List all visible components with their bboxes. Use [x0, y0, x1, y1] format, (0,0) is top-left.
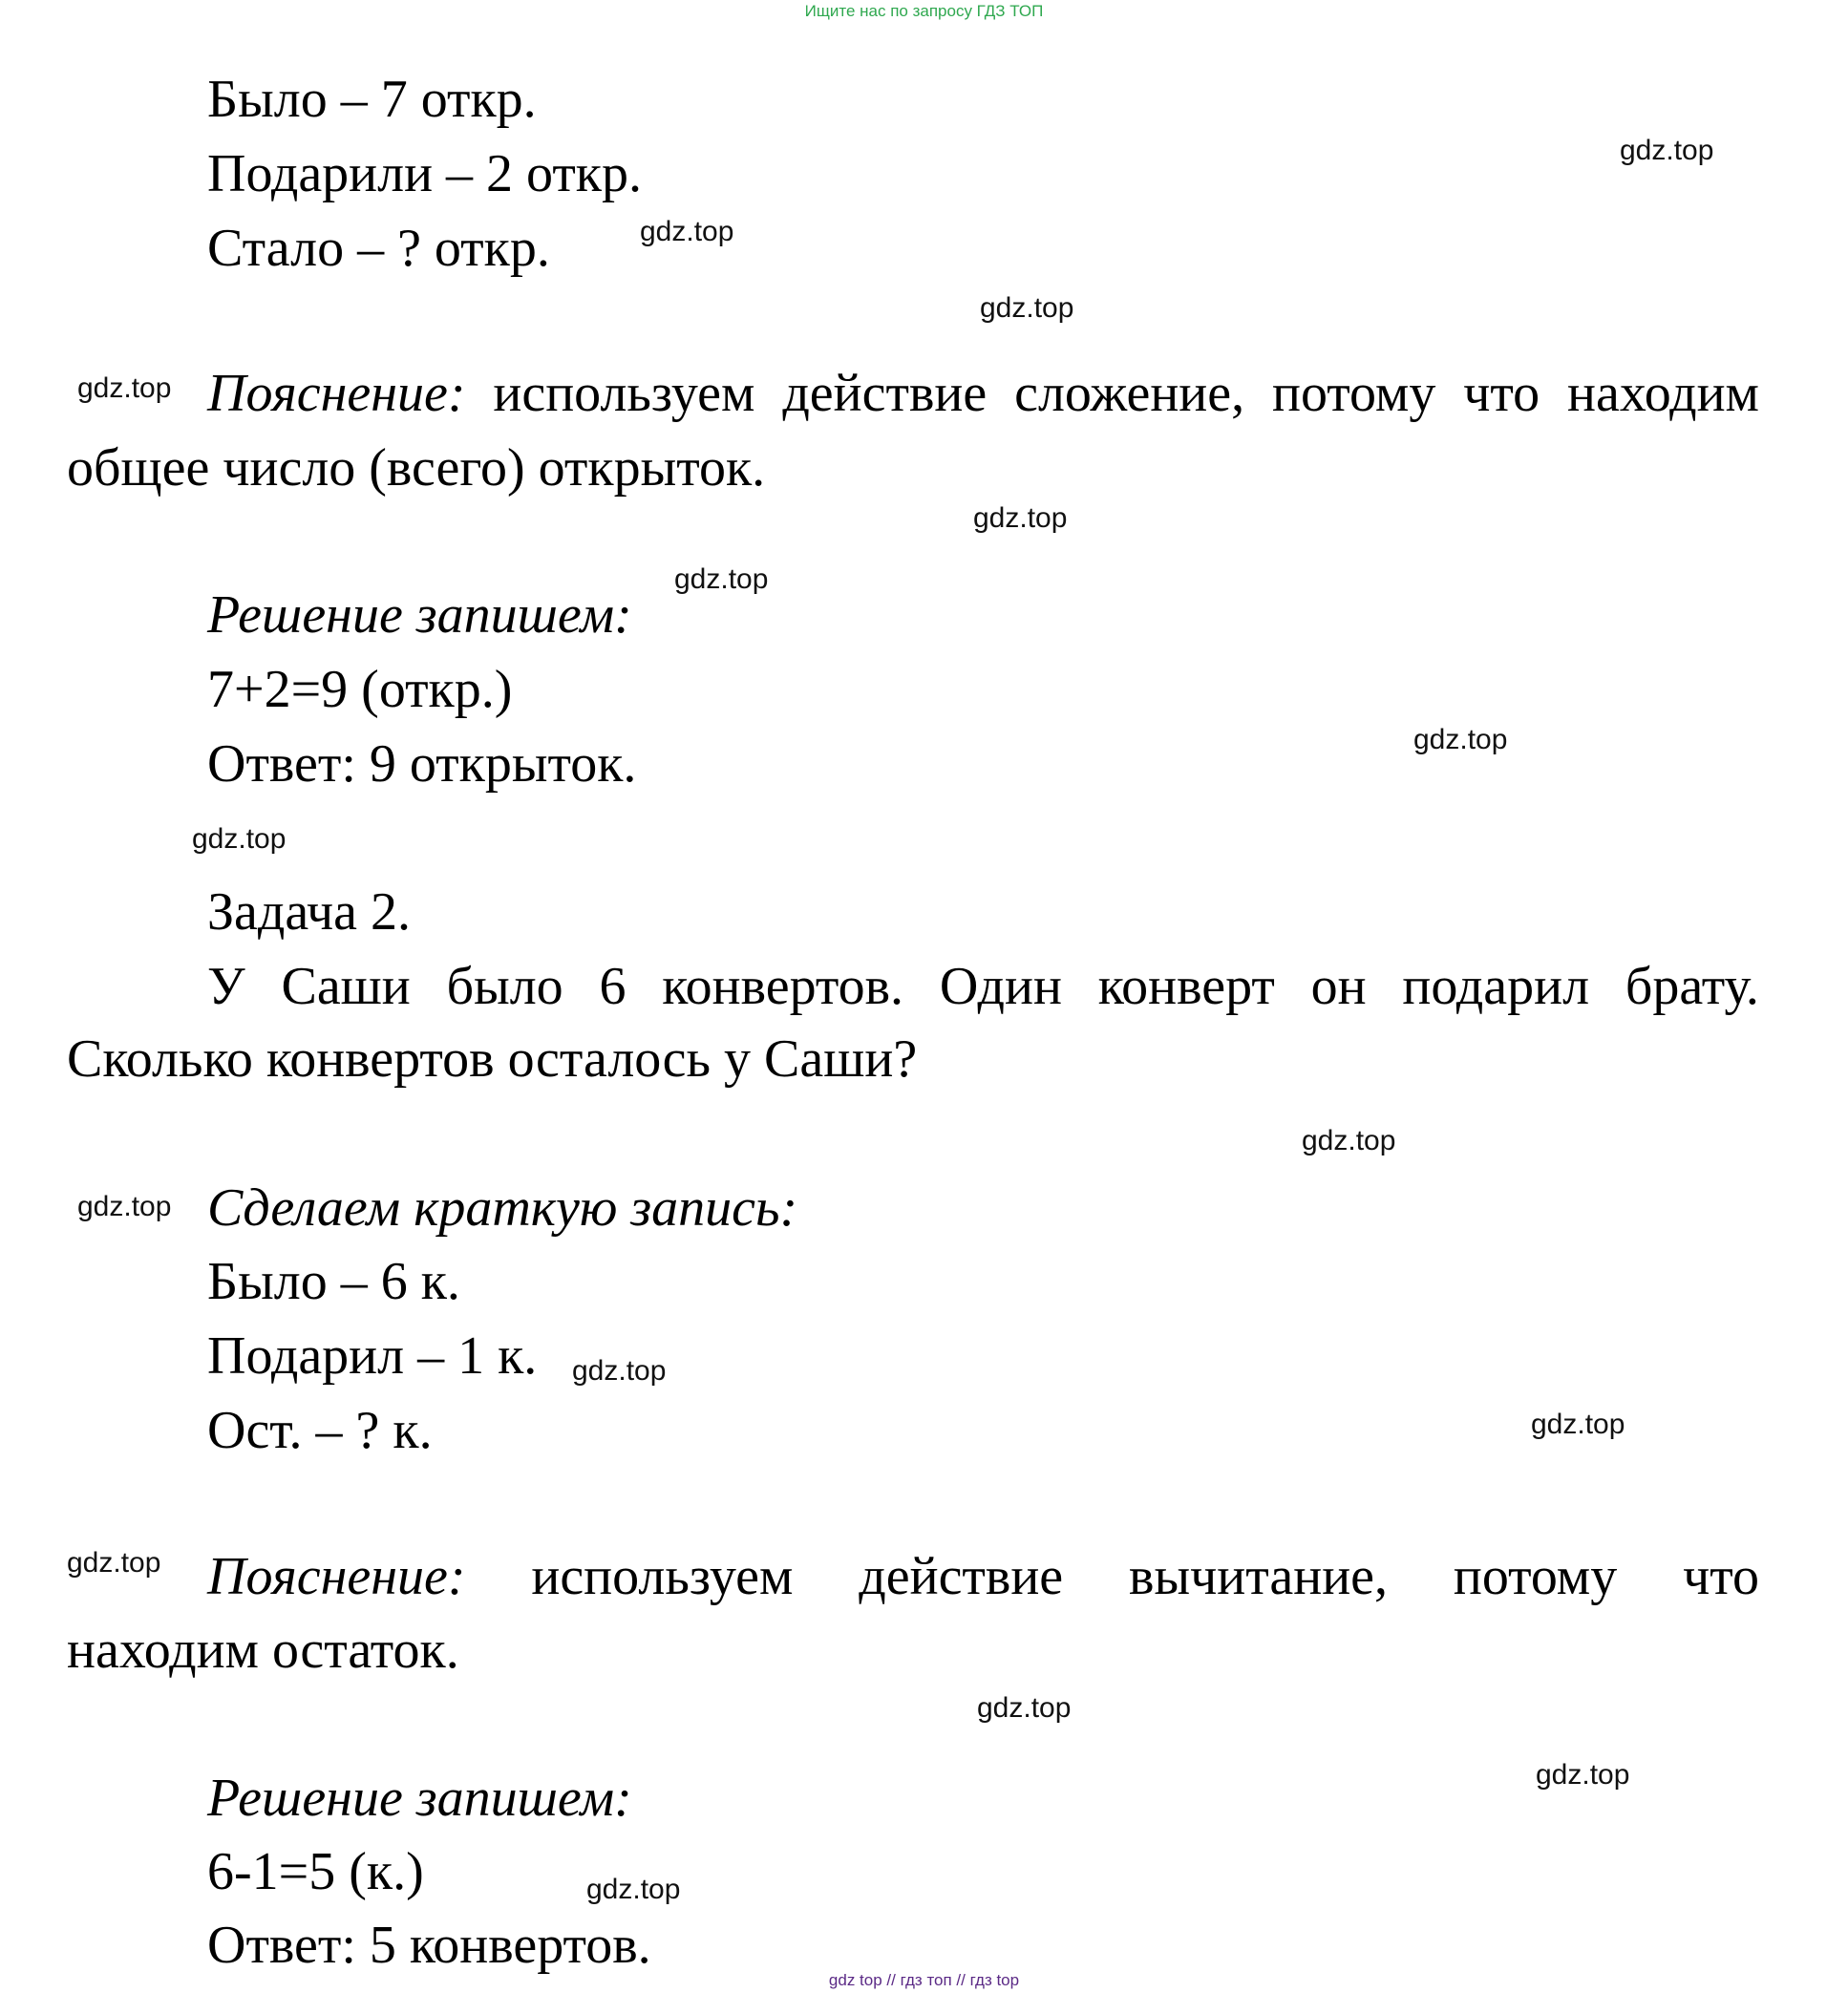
word: действие: [859, 1547, 1064, 1606]
word: вычитание,: [1129, 1547, 1389, 1606]
task1-solution-label: Решение запишем:: [207, 585, 632, 645]
task2-explanation-line1: [207, 1546, 1759, 1607]
word: потому: [1272, 364, 1436, 423]
task1-answer: Ответ: 9 открыток.: [207, 734, 637, 794]
watermark: gdz.top: [1536, 1759, 1630, 1791]
watermark: gdz.top: [1531, 1409, 1625, 1440]
task1-given-gave: Подарили – 2 откр.: [207, 144, 642, 203]
word: используем: [531, 1547, 794, 1606]
word: конверт: [1097, 957, 1275, 1016]
watermark: gdz.top: [973, 502, 1068, 534]
task1-explanation-label: Пояснение:: [207, 364, 466, 423]
word: подарил: [1402, 957, 1590, 1016]
watermark: gdz.top: [572, 1355, 667, 1387]
word: У: [207, 957, 245, 1016]
watermark: gdz.top: [980, 292, 1074, 324]
task2-explanation-line2: находим остаток.: [67, 1621, 459, 1680]
word: находим: [1567, 364, 1759, 423]
word: потому: [1453, 1547, 1618, 1606]
word: конвертов.: [662, 957, 904, 1016]
task1-explanation-line2: общее число (всего) открыток.: [67, 438, 766, 498]
watermark: gdz.top: [77, 1191, 172, 1222]
word: он: [1310, 957, 1367, 1016]
watermark: gdz.top: [67, 1547, 161, 1579]
word: было: [446, 957, 563, 1016]
word: действие: [782, 364, 988, 423]
word: Саши: [281, 957, 411, 1016]
word: используем: [493, 364, 755, 423]
task2-solution: 6-1=5 (к.): [207, 1842, 424, 1901]
watermark: gdz.top: [1413, 724, 1508, 755]
task2-short-note-label: Сделаем краткую запись:: [207, 1178, 798, 1238]
top-banner: Ищите нас по запросу ГДЗ ТОП: [804, 2, 1044, 20]
task2-given-was: Было – 6 к.: [207, 1252, 460, 1311]
watermark: gdz.top: [1620, 135, 1714, 166]
task2-answer: Ответ: 5 конвертов.: [207, 1916, 651, 1975]
task2-problem-line2: Сколько конвертов осталось у Саши?: [67, 1029, 918, 1089]
watermark: gdz.top: [192, 823, 287, 855]
watermark: gdz.top: [674, 563, 769, 595]
watermark: gdz.top: [77, 372, 172, 404]
task2-explanation-label: Пояснение:: [207, 1547, 466, 1606]
task2-given-left: Ост. – ? к.: [207, 1401, 433, 1460]
watermark: gdz.top: [1302, 1125, 1396, 1156]
word: брату.: [1625, 957, 1759, 1016]
task1-explanation-line1: [207, 363, 1759, 424]
task1-given-was: Было – 7 откр.: [207, 70, 537, 129]
task2-problem-line1: [207, 956, 1759, 1017]
task1-given-became: Стало – ? откр.: [207, 219, 550, 278]
bottom-banner: gdz top // гдз топ // гдз top: [828, 1971, 1020, 1989]
word: что: [1683, 1547, 1759, 1606]
word: Один: [939, 957, 1062, 1016]
task2-given-gave: Подарил – 1 к.: [207, 1326, 538, 1386]
task1-solution: 7+2=9 (откр.): [207, 660, 513, 719]
task2-solution-label: Решение запишем:: [207, 1769, 632, 1828]
watermark: gdz.top: [640, 216, 734, 247]
task2-title: Задача 2.: [207, 882, 412, 942]
watermark: gdz.top: [977, 1692, 1072, 1724]
watermark: gdz.top: [586, 1874, 681, 1905]
word: что: [1463, 364, 1540, 423]
word: сложение,: [1014, 364, 1245, 423]
word: 6: [599, 957, 627, 1016]
